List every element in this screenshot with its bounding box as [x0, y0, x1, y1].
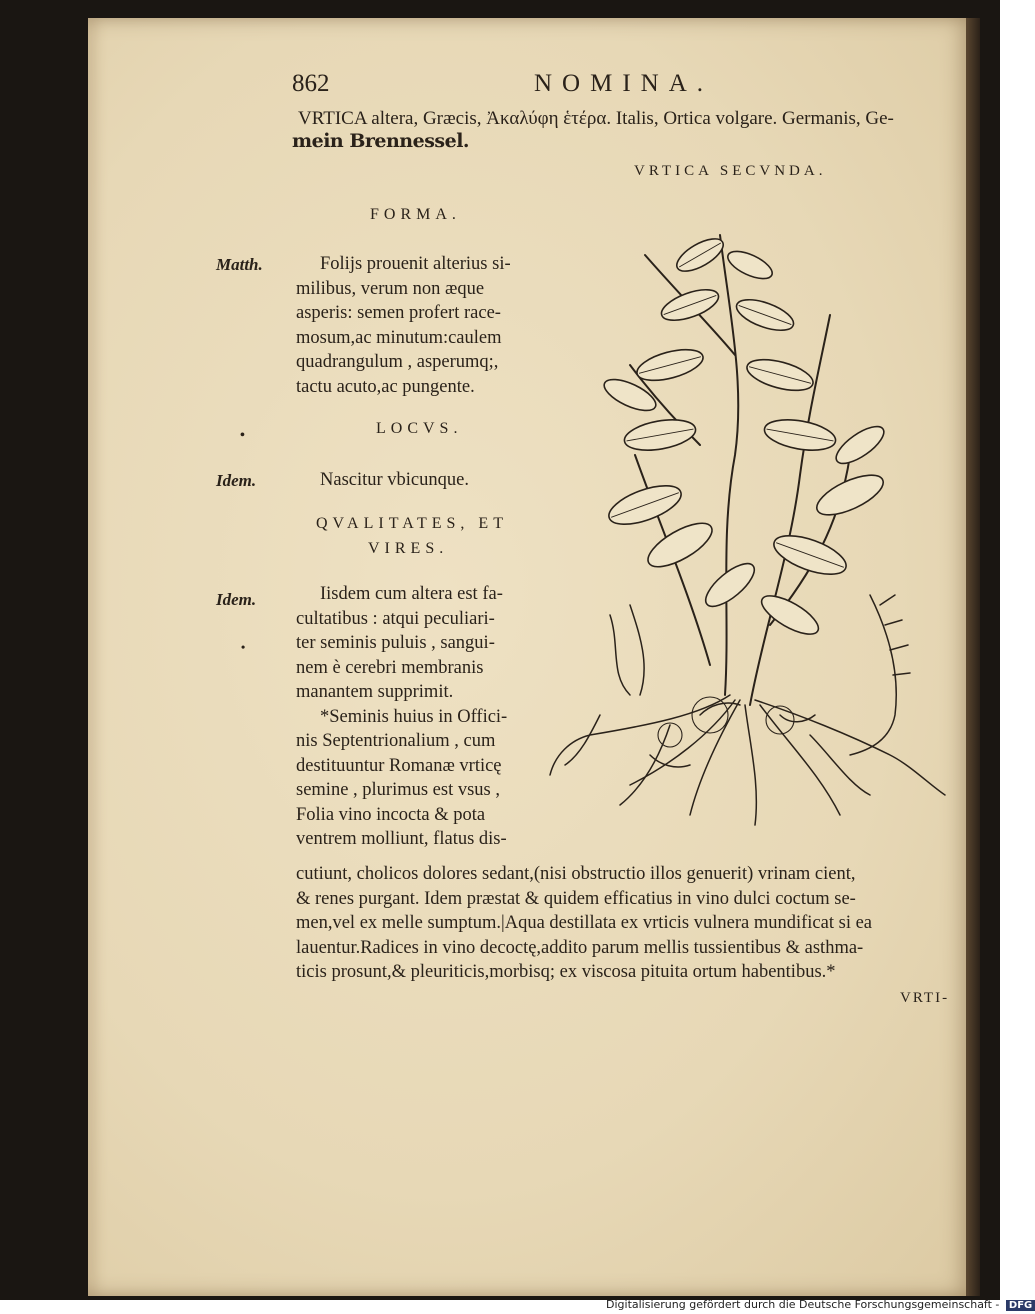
- heading-line-1: VRTICA altera, Græcis, Ἀκαλύφη ἑτέρα. Italis, Ortica volgare. Germanis, Ge-: [298, 108, 894, 129]
- section-title-forma: FORMA.: [370, 206, 461, 223]
- qualitates-line: Iisdem cum altera est fa-: [320, 584, 503, 604]
- heading-line-2: mein Brennessel.: [292, 130, 470, 152]
- forma-line: mosum,ac minutum:caulem: [296, 327, 502, 348]
- qualitates-line: nis Septentrionalium , cum: [296, 731, 496, 751]
- running-head: NOMINA.: [534, 70, 714, 97]
- forma-line: quadrangulum , asperumq;,: [296, 352, 499, 372]
- qualitates-line: nem è cerebri membranis: [296, 657, 484, 678]
- margin-mark: •: [241, 640, 246, 654]
- qualitates-line: manantem supprimit.: [296, 682, 454, 702]
- wide-line: lauentur.Radices in vino decoctę,addito parum mellis tussientibus & asthma-: [296, 937, 864, 958]
- forma-line: tactu acuto,ac pungente.: [296, 376, 475, 397]
- section-title-vires: VIRES.: [368, 540, 449, 557]
- qualitates-line: semine , plurimus est vsus ,: [296, 780, 501, 800]
- catchword: VRTI-: [900, 990, 950, 1006]
- qualitates-text: [296, 582, 507, 852]
- page-edge: [966, 18, 980, 1296]
- dfg-logo: DFG: [1006, 1300, 1035, 1311]
- margin-mark: •: [240, 428, 245, 443]
- forma-text: [296, 252, 511, 399]
- qualitates-line: ter seminis puluis , sangui-: [296, 633, 495, 653]
- section-title-qualitates: QVALITATES, ET: [316, 515, 508, 532]
- wide-line: & renes purgant. Idem præstat & quidem efficatius in vino dulci coctum se-: [296, 888, 856, 909]
- qualitates-wide-text: [296, 862, 872, 985]
- margin-note-idem: Idem.: [216, 590, 257, 609]
- qualitates-line: cultatibus : atqui peculiari-: [296, 608, 495, 629]
- wide-line: ticis prosunt,& pleuriticis,morbisq; ex viscosa pituita ortum habentibus.*: [296, 962, 836, 982]
- qualitates-line: Folia vino incocta & pota: [296, 804, 486, 825]
- footer-text: Digitalisierung gefördert durch die Deutsche Forschungsgemeinschaft -: [606, 1298, 1000, 1311]
- forma-line: milibus, verum non æque: [296, 278, 485, 299]
- wide-line: cutiunt, cholicos dolores sedant,(nisi obstructio illos genuerit) vrinam cient,: [296, 864, 856, 884]
- forma-line: Folijs prouenit alterius si-: [320, 254, 511, 274]
- digitization-footer: [606, 1298, 1035, 1311]
- page-number: 862: [292, 70, 330, 97]
- nettle-woodcut-illustration: [550, 195, 950, 845]
- locus-text: Nascitur vbicunque.: [320, 470, 469, 490]
- illustration-caption: VRTICA SECVNDA.: [634, 163, 827, 179]
- margin-note-idem: Idem.: [216, 471, 257, 490]
- wide-line: men,vel ex melle sumptum.|Aqua destillata ex vrticis vulnera mundificat si ea: [296, 913, 873, 933]
- qualitates-line: *Seminis huius in Offici-: [320, 706, 508, 727]
- margin-note-matth: Matth.: [216, 255, 263, 274]
- qualitates-line: destituuntur Romanæ vrticę: [296, 755, 502, 776]
- section-title-locus: LOCVS.: [376, 420, 463, 437]
- forma-line: asperis: semen profert race-: [296, 303, 501, 323]
- qualitates-line: ventrem molliunt, flatus dis-: [296, 829, 507, 849]
